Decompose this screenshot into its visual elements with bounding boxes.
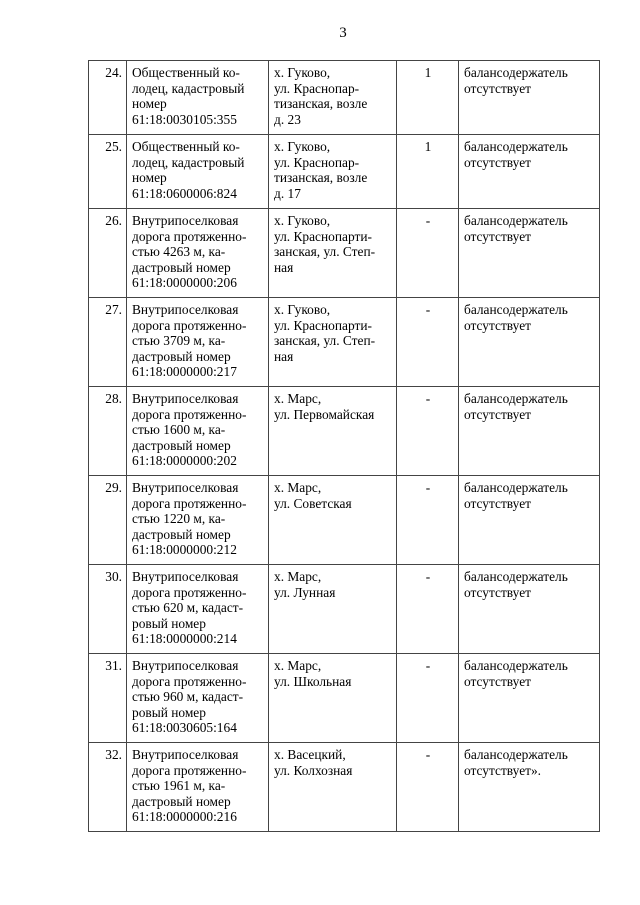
balance-holder: балансодержатель отсутствует bbox=[459, 209, 600, 298]
object-quantity: - bbox=[397, 387, 459, 476]
row-number: 25. bbox=[89, 135, 127, 209]
table-row bbox=[89, 61, 600, 135]
balance-holder: балансодержатель отсутствует bbox=[459, 298, 600, 387]
object-name: Внутрипоселковая дорога протяженно- стью 3709 м, ка- дастровый номер 61:18:0000000:217 bbox=[127, 298, 269, 387]
table-row bbox=[89, 135, 600, 209]
balance-holder: балансодержатель отсутствует bbox=[459, 565, 600, 654]
object-name: Внутрипоселковая дорога протяженно- стью 1600 м, ка- дастровый номер 61:18:0000000:202 bbox=[127, 387, 269, 476]
row-number: 32. bbox=[89, 743, 127, 832]
row-number: 24. bbox=[89, 61, 127, 135]
balance-holder: балансодержатель отсутствует bbox=[459, 61, 600, 135]
object-address: х. Гуково, ул. Краснопарти- занская, ул. Степ- ная bbox=[269, 298, 397, 387]
registry-table-body bbox=[89, 61, 600, 832]
object-address: х. Марс, ул. Первомайская bbox=[269, 387, 397, 476]
balance-holder: балансодержатель отсутствует». bbox=[459, 743, 600, 832]
balance-holder: балансодержатель отсутствует bbox=[459, 654, 600, 743]
table-row bbox=[89, 565, 600, 654]
table-row bbox=[89, 209, 600, 298]
object-quantity: - bbox=[397, 298, 459, 387]
object-address: х. Гуково, ул. Краснопар- тизанская, возле д. 23 bbox=[269, 61, 397, 135]
object-name: Общественный ко- лодец, кадастровый номер 61:18:0600006:824 bbox=[127, 135, 269, 209]
object-name: Внутрипоселковая дорога протяженно- стью 1961 м, ка- дастровый номер 61:18:0000000:216 bbox=[127, 743, 269, 832]
row-number: 31. bbox=[89, 654, 127, 743]
row-number: 29. bbox=[89, 476, 127, 565]
object-quantity: - bbox=[397, 476, 459, 565]
object-quantity: - bbox=[397, 565, 459, 654]
object-address: х. Марс, ул. Школьная bbox=[269, 654, 397, 743]
object-quantity: 1 bbox=[397, 61, 459, 135]
table-row bbox=[89, 743, 600, 832]
object-name: Внутрипоселковая дорога протяженно- стью 4263 м, ка- дастровый номер 61:18:0000000:206 bbox=[127, 209, 269, 298]
object-address: х. Гуково, ул. Краснопар- тизанская, возле д. 17 bbox=[269, 135, 397, 209]
object-quantity: - bbox=[397, 743, 459, 832]
table-row bbox=[89, 298, 600, 387]
row-number: 30. bbox=[89, 565, 127, 654]
object-name: Внутрипоселковая дорога протяженно- стью 960 м, кадаст- ровый номер 61:18:0030605:164 bbox=[127, 654, 269, 743]
table-row bbox=[89, 476, 600, 565]
table-row bbox=[89, 654, 600, 743]
row-number: 27. bbox=[89, 298, 127, 387]
row-number: 26. bbox=[89, 209, 127, 298]
balance-holder: балансодержатель отсутствует bbox=[459, 135, 600, 209]
balance-holder: балансодержатель отсутствует bbox=[459, 476, 600, 565]
object-name: Внутрипоселковая дорога протяженно- стью 620 м, кадаст- ровый номер 61:18:0000000:214 bbox=[127, 565, 269, 654]
row-number: 28. bbox=[89, 387, 127, 476]
page-number: 3 bbox=[339, 25, 347, 41]
object-address: х. Марс, ул. Лунная bbox=[269, 565, 397, 654]
balance-holder: балансодержатель отсутствует bbox=[459, 387, 600, 476]
table-row bbox=[89, 387, 600, 476]
object-address: х. Марс, ул. Советская bbox=[269, 476, 397, 565]
object-quantity: - bbox=[397, 209, 459, 298]
object-quantity: 1 bbox=[397, 135, 459, 209]
object-name: Общественный ко- лодец, кадастровый номер 61:18:0030105:355 bbox=[127, 61, 269, 135]
property-registry-table bbox=[88, 60, 600, 832]
object-address: х. Васецкий, ул. Колхозная bbox=[269, 743, 397, 832]
object-quantity: - bbox=[397, 654, 459, 743]
object-address: х. Гуково, ул. Краснoпарти- занская, ул. Степ- ная bbox=[269, 209, 397, 298]
object-name: Внутрипоселковая дорога протяженно- стью 1220 м, ка- дастровый номер 61:18:0000000:212 bbox=[127, 476, 269, 565]
